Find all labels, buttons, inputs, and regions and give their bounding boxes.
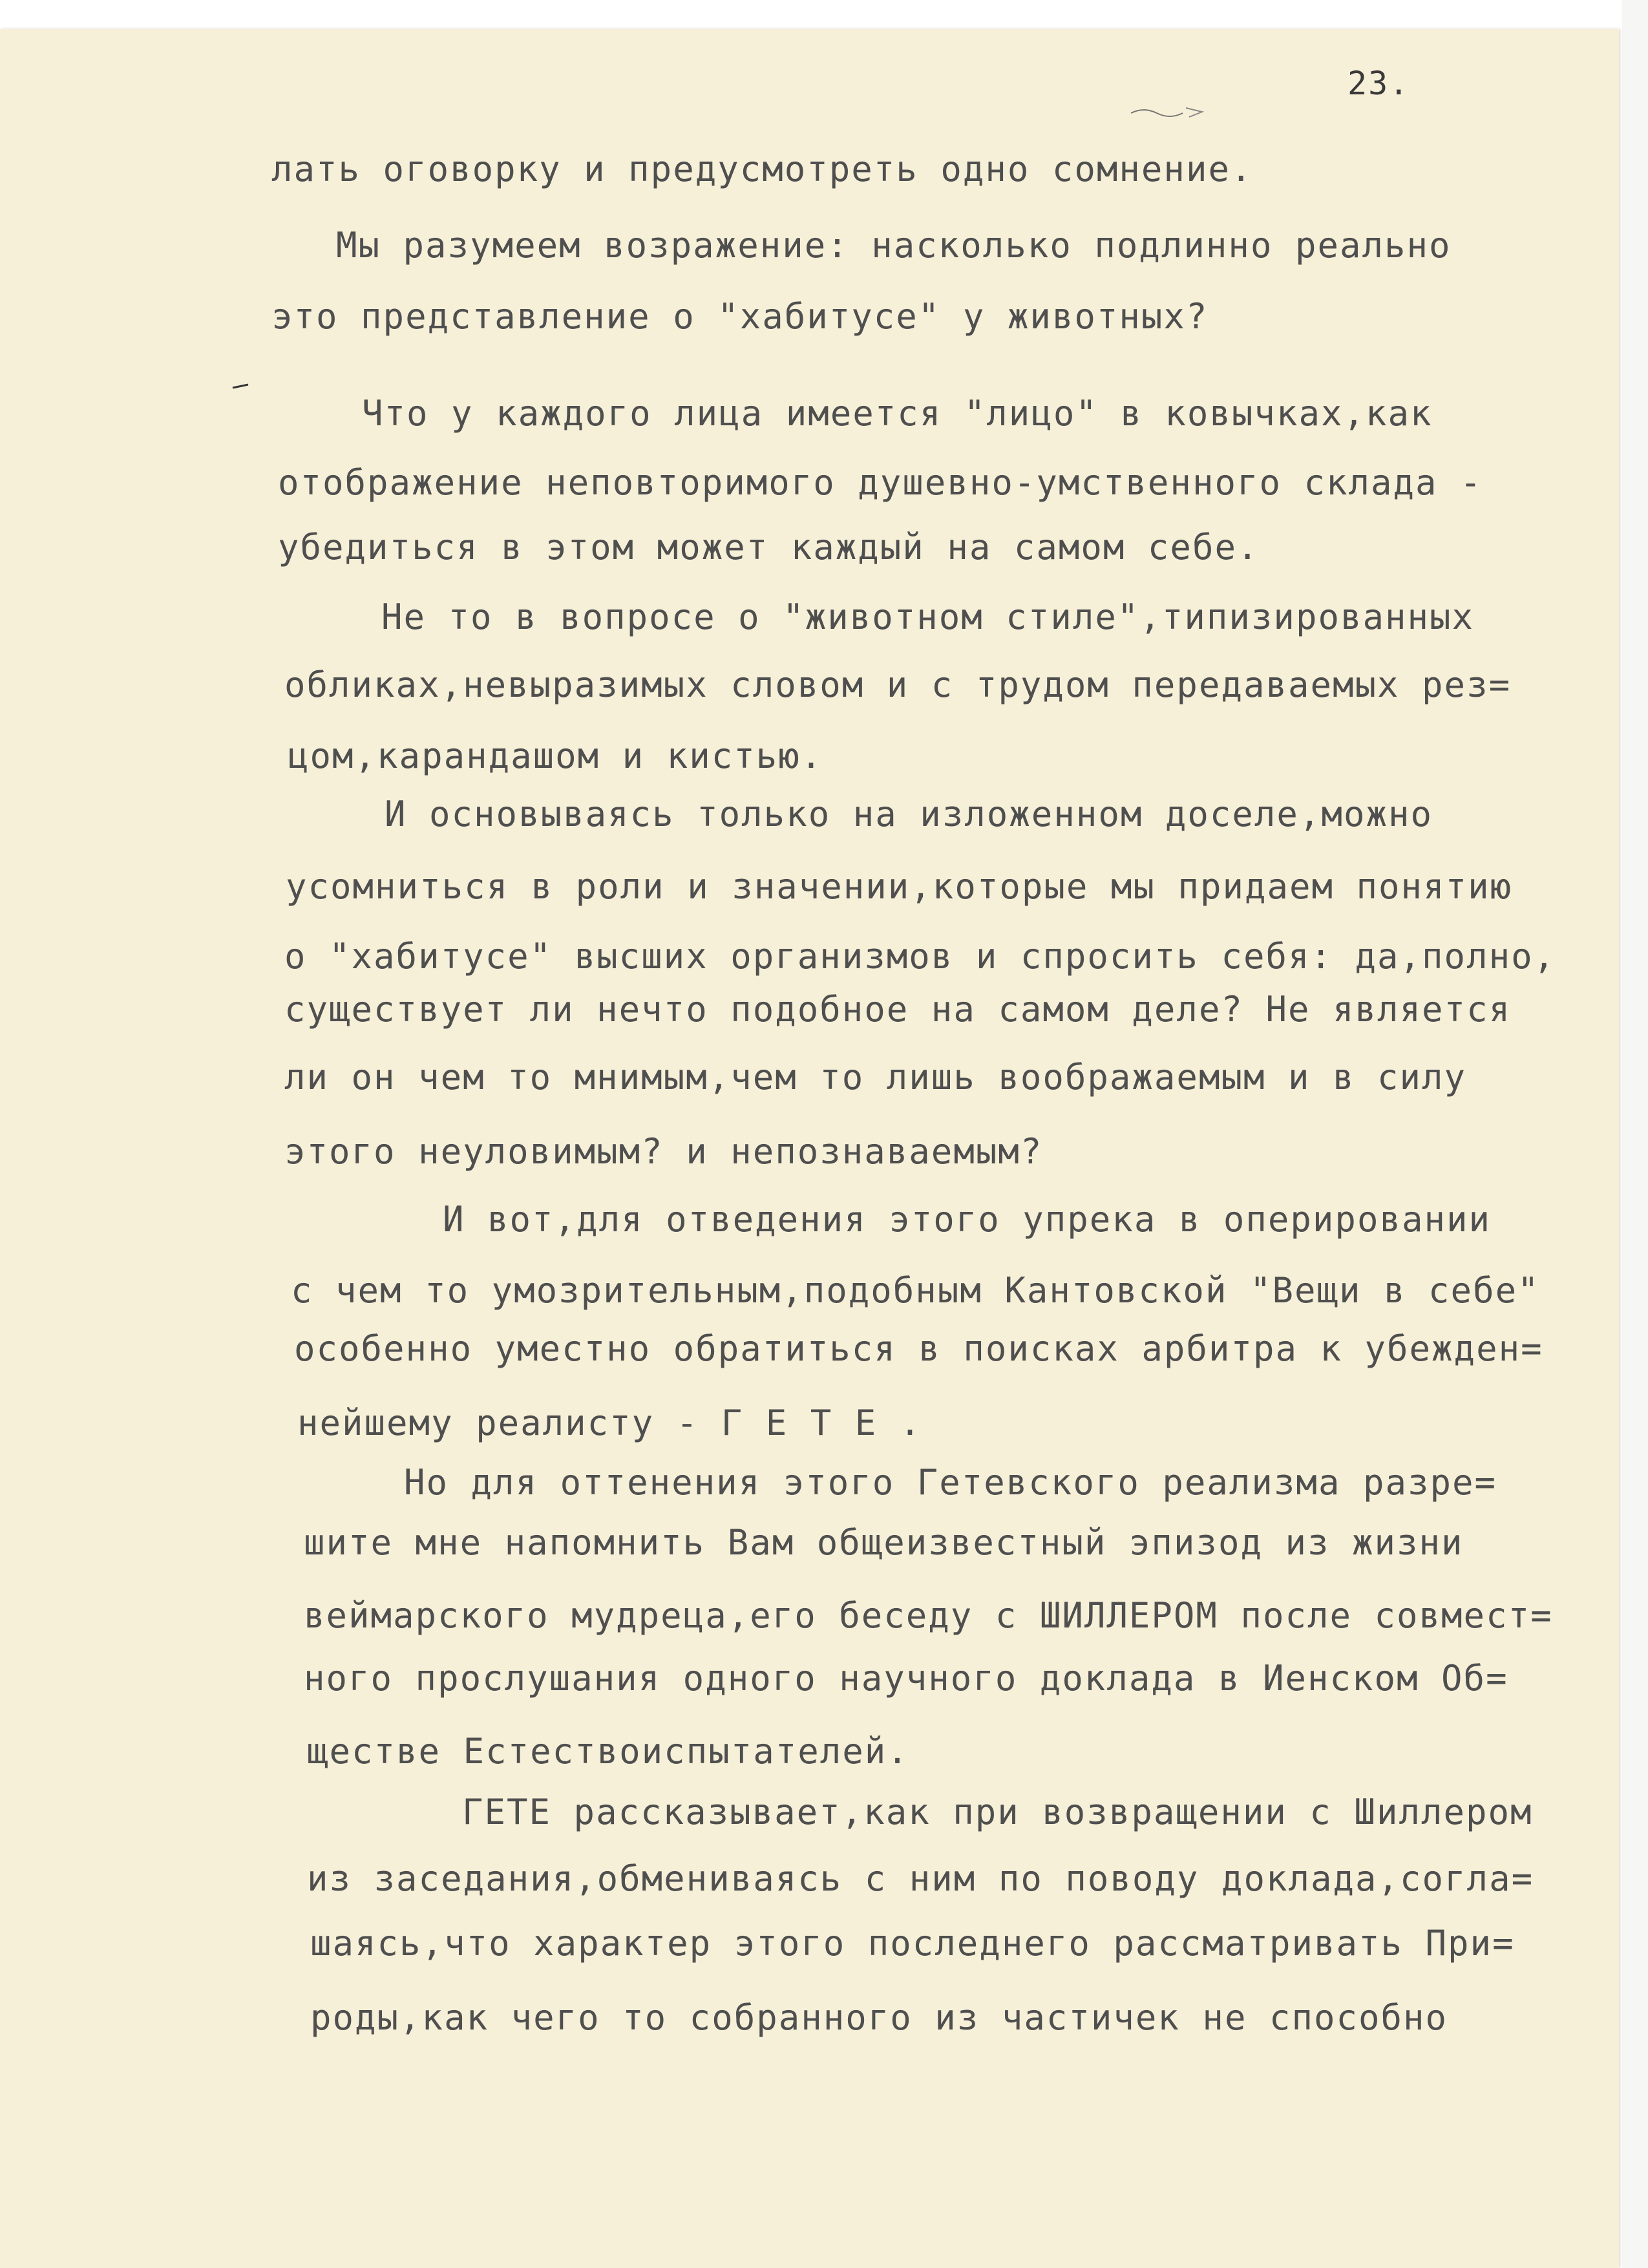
typewritten-page xyxy=(0,29,1619,2268)
text-line: ГЕТЕ рассказывает,как при возвращении с Шиллером xyxy=(462,1792,1533,1832)
text-line: из заседания,обмениваясь с ним по поводу доклада,согла= xyxy=(307,1858,1534,1899)
ink-smudge-mark xyxy=(1125,94,1228,132)
text-line: ществе Естествоиспытателей. xyxy=(307,1731,909,1772)
text-line: цом,карандашом и кистью. xyxy=(288,736,823,776)
text-line: Но для оттенения этого Гетевского реализма разре= xyxy=(404,1462,1497,1503)
text-line: о "хабитусе" высших организмов и спросить себя: да,полно, xyxy=(284,936,1556,977)
text-line: нейшему реалисту - Г Е Т Е . xyxy=(297,1403,922,1443)
text-line: ного прослушания одного научного доклада в Иенском Об= xyxy=(304,1658,1508,1699)
text-line: это представление о "хабитусе" у животных? xyxy=(271,296,1209,337)
text-line: отображение неповторимого душевно-умственного склада - xyxy=(278,462,1483,503)
text-line: И основываясь только на изложенном доселе,можно xyxy=(385,794,1433,834)
text-line: с чем то умозрительным,подобным Кантовской "Вещи в себе" xyxy=(291,1270,1540,1311)
text-line: шите мне напомнить Вам общеизвестный эпизод из жизни xyxy=(304,1522,1464,1563)
text-line: лать оговорку и предусмотреть одно сомнение. xyxy=(271,149,1253,189)
text-line: Мы разумеем возражение: насколько подлинно реально xyxy=(336,225,1452,266)
text-line: особенно уместно обратиться в поисках арбитра к убежден= xyxy=(294,1328,1543,1369)
text-line: Не то в вопросе о "животном стиле",типизированных xyxy=(381,597,1475,637)
text-line: убедиться в этом может каждый на самом себе. xyxy=(278,527,1260,567)
text-line: этого неуловимым? и непознаваемым? xyxy=(284,1131,1043,1172)
document-body xyxy=(0,29,1619,2268)
page-number: 23. xyxy=(1347,65,1410,102)
text-line: ли он чем то мнимым,чем то лишь воображаемым и в силу xyxy=(284,1057,1467,1097)
text-line: обликах,невыразимых словом и с трудом передаваемых рез= xyxy=(284,664,1512,705)
text-line: веймарского мудреца,его беседу с ШИЛЛЕРОМ после совмест= xyxy=(304,1595,1553,1636)
scan-background xyxy=(1622,0,1648,2268)
text-line: И вот,для отведения этого упрека в оперировании xyxy=(443,1199,1492,1240)
text-line: шаясь,что характер этого последнего рассматривать При= xyxy=(310,1923,1515,1964)
margin-pencil-mark xyxy=(231,367,251,372)
text-line: усомниться в роли и значении,которые мы придаем понятию xyxy=(286,866,1513,907)
text-line: существует ли нечто подобное на самом деле? Не является xyxy=(284,989,1512,1030)
text-line: роды,как чего то собранного из частичек не способно xyxy=(310,1997,1448,2038)
text-line: Что у каждого лица имеется "лицо" в ковычках,как xyxy=(362,393,1433,434)
